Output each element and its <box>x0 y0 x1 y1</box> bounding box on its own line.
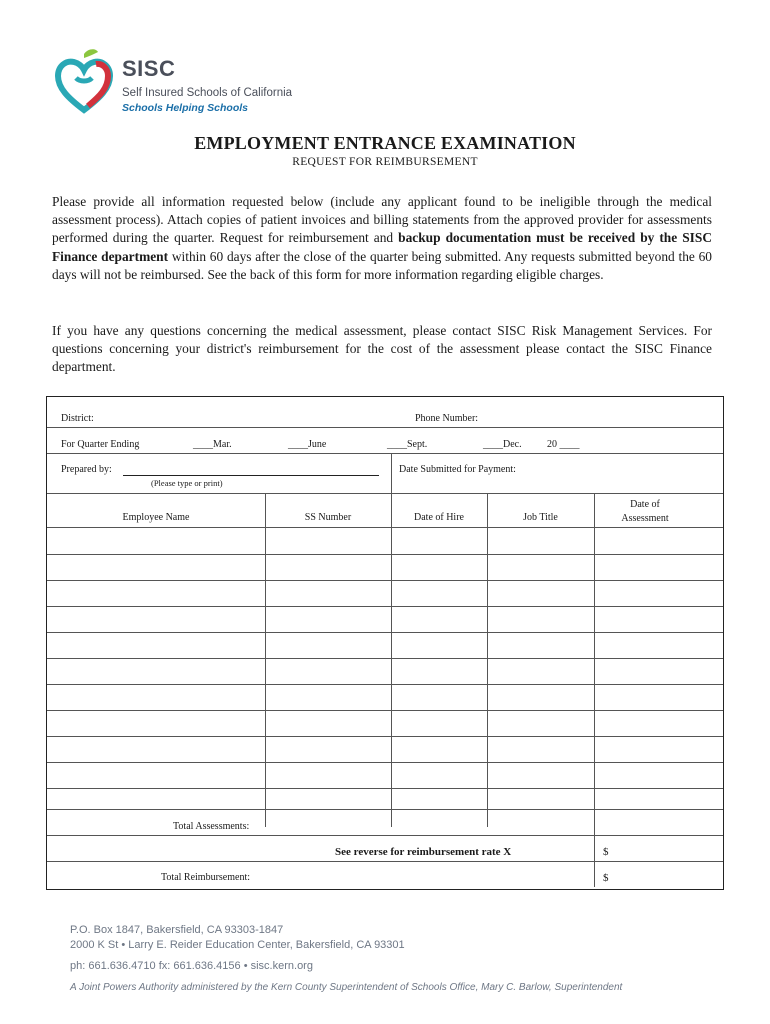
instructions-text-a: Please provide all information requested below (include any applicant found to be ineligible through the medical assessment process). Attach copies of patient invoices and billing statements from the approved provider for assessments performed during the quarter. Request for reimbursement and <box>52 194 712 246</box>
column-date-of-assessment: Date of Assessment <box>621 499 669 524</box>
column-employee-name: Employee Name <box>122 512 190 523</box>
instructions-text-bold: backup documentation must be received by the SISC Finance department <box>52 230 712 264</box>
table-row[interactable] <box>47 606 723 607</box>
quarter-dec[interactable]: ____Dec. <box>483 439 522 450</box>
district-label: District: <box>61 413 94 424</box>
table-row[interactable] <box>47 809 723 810</box>
reimbursement-form <box>46 396 724 890</box>
quarter-mar[interactable]: ____Mar. <box>193 439 232 450</box>
footer-authority: A Joint Powers Authority administered by the Kern County Superintendent of Schools Office, Mary C. Barlow, Superintendent <box>70 982 623 993</box>
phone-label: Phone Number: <box>415 413 479 424</box>
quarter-label: For Quarter Ending <box>61 439 140 450</box>
column-job-title: Job Title <box>523 512 558 523</box>
quarter-june[interactable]: ____June <box>288 439 327 450</box>
contact-paragraph: If you have any questions concerning the medical assessment, please contact SISC Risk Management Services. For questions concerning your district's reimbursement for the cost of the assessment please contact the SISC Finance department. <box>52 323 712 375</box>
page-title: EMPLOYMENT ENTRANCE EXAMINATION <box>194 133 576 153</box>
instructions-text-c: within 60 days after the close of the quarter being submitted. Any requests submitted beyond the 60 days will not be reimbursed. See the back of this form for more information regarding eligible charges. <box>52 248 712 282</box>
page-subtitle: REQUEST FOR REIMBURSEMENT <box>292 156 478 168</box>
logo-name: SISC <box>122 56 176 81</box>
reimbursement-rate-label: See reverse for reimbursement rate X <box>335 846 512 858</box>
sisc-logo <box>54 48 294 120</box>
prepared-by-label: Prepared by: <box>61 464 112 475</box>
prepared-by-line[interactable] <box>123 475 379 476</box>
total-reimbursement-label: Total Reimbursement: <box>161 872 251 883</box>
prepared-by-hint: (Please type or print) <box>151 478 223 488</box>
total-assessments-label: Total Assessments: <box>173 821 250 832</box>
footer-address: P.O. Box 1847, Bakersfield, CA 93303-1847 <box>70 924 284 936</box>
table-row[interactable] <box>47 684 723 685</box>
table-row[interactable] <box>47 554 723 555</box>
table-row[interactable] <box>47 580 723 581</box>
date-submitted-label: Date Submitted for Payment: <box>399 464 516 475</box>
table-row[interactable] <box>47 736 723 737</box>
table-row[interactable] <box>47 788 723 789</box>
table-row[interactable] <box>47 762 723 763</box>
sisc-apple-logo-icon <box>54 48 114 118</box>
logo-full-name: Self Insured Schools of California <box>122 87 293 99</box>
footer-contact: ph: 661.636.4710 fx: 661.636.4156 • sisc.kern.org <box>70 960 313 972</box>
column-date-of-hire: Date of Hire <box>414 512 464 523</box>
table-row[interactable] <box>47 632 723 633</box>
footer-location: 2000 K St • Larry E. Reider Education Center, Bakersfield, CA 93301 <box>70 939 405 951</box>
quarter-year[interactable]: 20 ____ <box>547 439 580 450</box>
quarter-sept[interactable]: ____Sept. <box>387 439 428 450</box>
logo-tagline: Schools Helping Schools <box>122 102 249 114</box>
instructions-paragraph <box>52 193 712 284</box>
table-row[interactable] <box>47 710 723 711</box>
table-row[interactable] <box>47 658 723 659</box>
column-ss-number: SS Number <box>304 512 352 523</box>
total-dollar-sign[interactable]: $ <box>603 872 609 884</box>
rate-dollar-sign[interactable]: $ <box>603 846 609 858</box>
